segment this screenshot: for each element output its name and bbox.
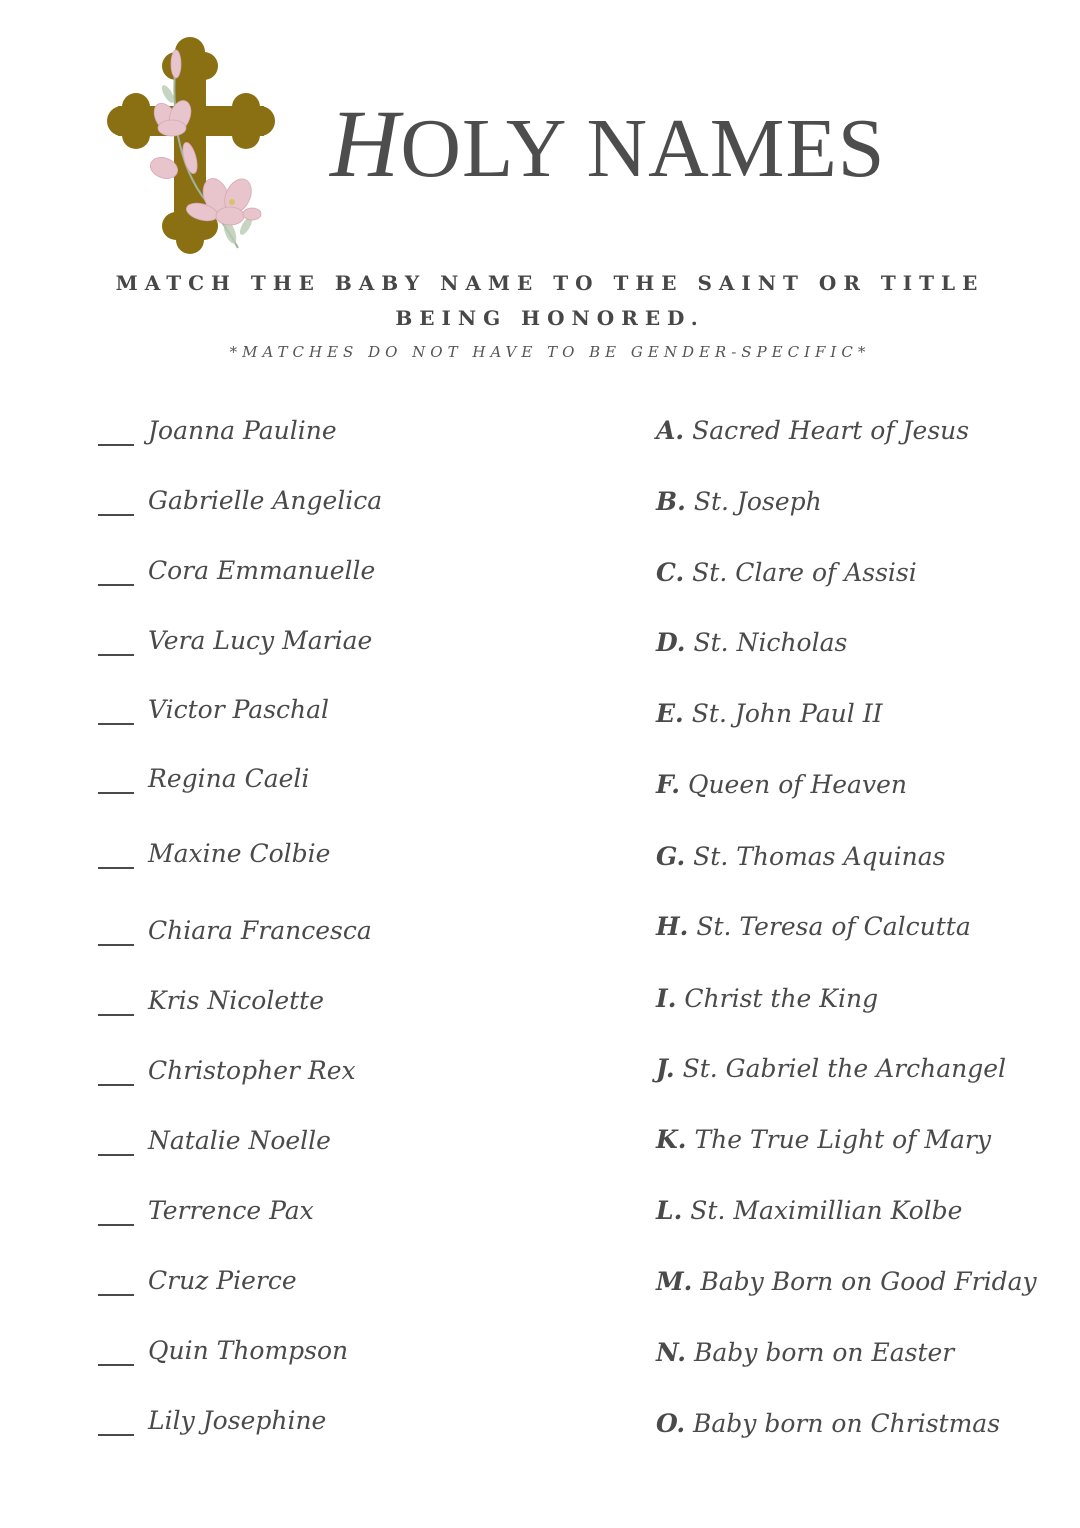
- saint-option: [656, 1336, 954, 1370]
- saint-option: [656, 1123, 991, 1157]
- saint-title: St. Gabriel the Archangel: [682, 1054, 1007, 1083]
- option-letter: I.: [656, 984, 677, 1013]
- saint-option: [656, 840, 945, 874]
- baby-name: Gabrielle Angelica: [148, 486, 383, 515]
- saint-title: St. Nicholas: [693, 628, 848, 657]
- baby-name: Cruz Pierce: [148, 1266, 297, 1295]
- option-letter: F.: [656, 770, 680, 799]
- baby-name: Kris Nicolette: [148, 986, 325, 1015]
- answer-blank[interactable]: [98, 1154, 134, 1156]
- saint-option: [656, 626, 847, 660]
- option-letter: J.: [656, 1054, 675, 1083]
- saint-title: Baby Born on Good Friday: [700, 1267, 1037, 1296]
- answer-blank[interactable]: [98, 1014, 134, 1016]
- saint-option: [656, 556, 917, 590]
- saint-option: [656, 1052, 1006, 1086]
- answer-blank[interactable]: [98, 584, 134, 586]
- baby-name: Regina Caeli: [148, 764, 310, 793]
- option-letter: E.: [656, 699, 684, 728]
- answer-blank[interactable]: [98, 654, 134, 656]
- instructions-line-1: MATCH THE BABY NAME TO THE SAINT OR TITLE: [115, 271, 985, 295]
- baby-name: Christopher Rex: [148, 1056, 356, 1085]
- option-letter: D.: [656, 628, 686, 657]
- answer-blank[interactable]: [98, 444, 134, 446]
- option-letter: H.: [656, 912, 689, 941]
- page-title: [330, 90, 886, 197]
- answer-blank[interactable]: [98, 514, 134, 516]
- baby-name: Terrence Pax: [148, 1196, 314, 1225]
- saint-title: St. Teresa of Calcutta: [696, 912, 971, 941]
- option-letter: B.: [656, 487, 686, 516]
- answer-blank[interactable]: [98, 1084, 134, 1086]
- answer-blank[interactable]: [98, 1294, 134, 1296]
- saint-option: [656, 768, 907, 802]
- option-letter: N.: [656, 1338, 686, 1367]
- baby-name: Maxine Colbie: [148, 839, 331, 868]
- baby-name: Victor Paschal: [148, 695, 330, 724]
- instructions-line-2: BEING HONORED.: [395, 306, 705, 330]
- saint-title: Sacred Heart of Jesus: [692, 416, 970, 445]
- answer-blank[interactable]: [98, 1434, 134, 1436]
- saint-title: Queen of Heaven: [687, 770, 907, 799]
- saint-option: [656, 1407, 1000, 1441]
- saint-title: St. Joseph: [693, 487, 822, 516]
- option-letter: M.: [656, 1267, 693, 1296]
- baby-name: Joanna Pauline: [148, 416, 337, 445]
- baby-name: Quin Thompson: [148, 1336, 349, 1365]
- option-letter: O.: [656, 1409, 686, 1438]
- saint-option: [656, 982, 878, 1016]
- answer-blank[interactable]: [98, 944, 134, 946]
- option-letter: K.: [656, 1125, 687, 1154]
- baby-name: Lily Josephine: [148, 1406, 327, 1435]
- baby-name: Chiara Francesca: [148, 916, 372, 945]
- answer-blank[interactable]: [98, 1364, 134, 1366]
- title-initial: H: [330, 90, 401, 197]
- answer-blank[interactable]: [98, 792, 134, 794]
- option-letter: A.: [656, 416, 685, 445]
- saint-option: [656, 414, 969, 448]
- saint-title: St. John Paul II: [691, 699, 883, 728]
- option-letter: L.: [656, 1196, 683, 1225]
- saint-title: Baby born on Easter: [693, 1338, 955, 1367]
- instructions: [60, 266, 1040, 336]
- saint-option: [656, 1265, 1037, 1299]
- saint-title: St. Maximillian Kolbe: [690, 1196, 963, 1225]
- option-letter: C.: [656, 558, 685, 587]
- saint-title: St. Thomas Aquinas: [693, 842, 946, 871]
- saint-title: Baby born on Christmas: [693, 1409, 1001, 1438]
- saint-title: Christ the King: [684, 984, 879, 1013]
- saint-option: [656, 1194, 962, 1228]
- floral-cross-icon: [106, 36, 276, 254]
- saint-title: St. Clare of Assisi: [692, 558, 917, 587]
- saint-option: [656, 910, 971, 944]
- baby-name: Cora Emmanuelle: [148, 556, 376, 585]
- baby-name: Natalie Noelle: [148, 1126, 331, 1155]
- saint-option: [656, 697, 882, 731]
- title-rest: OLY NAMES: [400, 102, 886, 195]
- baby-name: Vera Lucy Mariae: [148, 626, 373, 655]
- gender-note: *MATCHES DO NOT HAVE TO BE GENDER-SPECIFIC*: [229, 343, 871, 361]
- answer-blank[interactable]: [98, 1224, 134, 1226]
- answer-blank[interactable]: [98, 723, 134, 725]
- answer-blank[interactable]: [98, 867, 134, 869]
- option-letter: G.: [656, 842, 686, 871]
- saint-title: The True Light of Mary: [694, 1125, 991, 1154]
- saint-option: [656, 485, 822, 519]
